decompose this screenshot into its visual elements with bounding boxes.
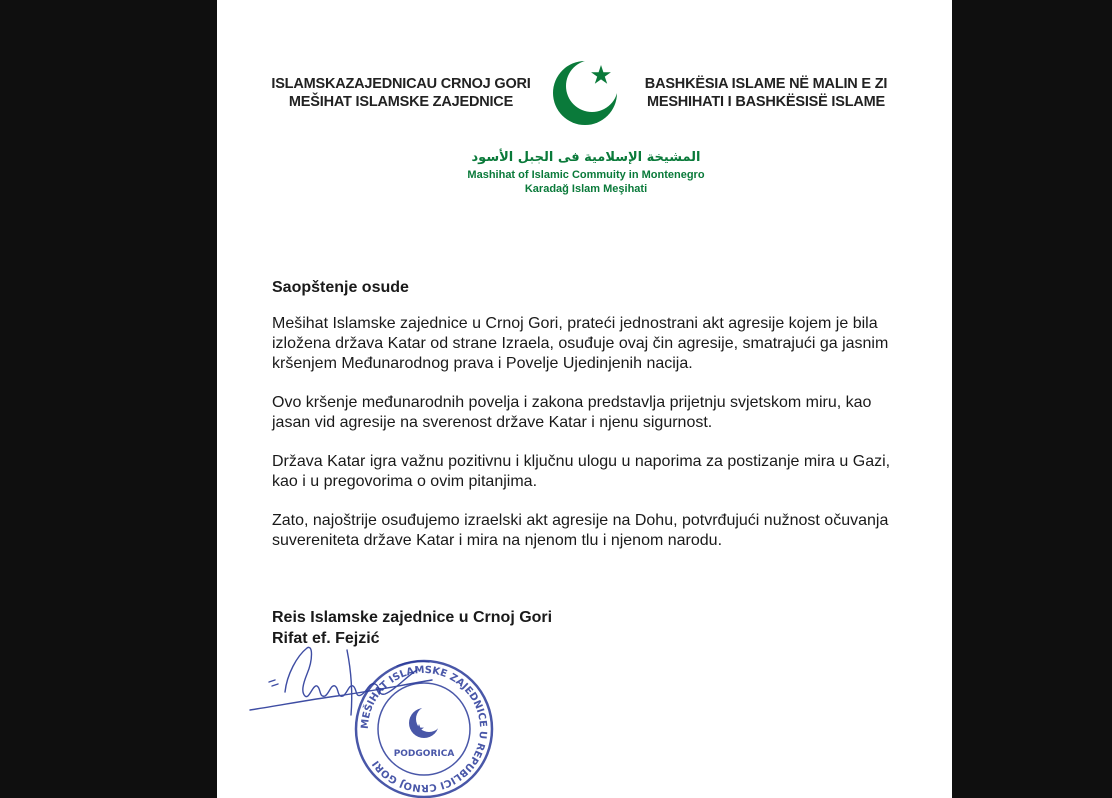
header-english: Mashihat of Islamic Commuity in Montenegro — [467, 169, 705, 181]
letter-body — [272, 278, 892, 570]
crescent-star-icon — [553, 58, 619, 126]
header-left-line2: MEŠIHAT ISLAMSKE ZAJEDNICE — [288, 94, 514, 110]
header-turkish: Karadağ Islam Meşihati — [524, 183, 648, 195]
stamp-outer-text: MEŠIHAT ISLAMSKE ZAJEDNICE U REPUBLICI CRNOJ GORI — [359, 664, 489, 794]
stamp-city: PODGORICA — [393, 749, 455, 759]
header-right-line1: BASHKËSIA ISLAME NË MALIN E ZI — [644, 76, 888, 92]
paragraph-1: Mešihat Islamske zajednice u Crnoj Gori, prateći jednostrani akt agresije kojem je bila izložena država Katar od strane Izraela, osuđuje ovaj čin agresije, smatrajući ga jasnim kršenjem Međunarodnog prava i Povelje Ujedinjenih nacija. — [272, 315, 889, 372]
signatory-name: Rifat ef. Fejzić — [272, 630, 380, 647]
paragraph-2: Ovo kršenje međunarodnih povelja i zakona predstavlja prijetnju svjetskom miru, kao jasan vid agresije na sverenost države Katar i njenu sigurnost. — [272, 394, 872, 431]
header-left — [269, 75, 533, 111]
paragraph-4: Zato, najoštrije osuđujemo izraelski akt agresije na Dohu, potvrđujući nužnost očuvanja suvereniteta države Katar i mira na njenom tlu i njenom narodu. — [272, 512, 889, 549]
letter-page — [217, 0, 952, 798]
signatory-title: Reis Islamske zajednice u Crnoj Gori — [272, 609, 553, 626]
header-arabic: المشيخة الإسلامية فى الجبل الأسود — [471, 150, 701, 165]
header-right-line2: MESHIHATI I BASHKËSISË ISLAME — [646, 94, 886, 110]
handwritten-signature-icon — [247, 640, 457, 730]
header-right — [636, 75, 896, 111]
letter-title: Saopštenje osude — [272, 279, 409, 296]
paragraph-3: Država Katar igra važnu pozitivnu i ključnu ulogu u naporima za postizanje mira u Gazi, kao i u pregovorima o ovim pitanjima. — [272, 453, 891, 490]
header-left-line1: ISLAMSKAZAJEDNICAU CRNOJ GORI — [271, 76, 531, 92]
sub-header — [447, 148, 725, 196]
